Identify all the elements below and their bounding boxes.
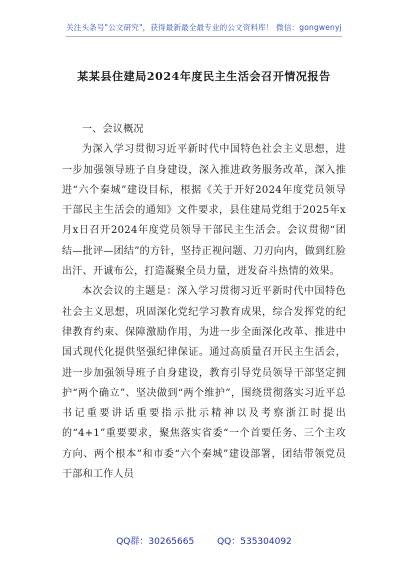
header-banner <box>0 22 408 33</box>
paragraph-1: 为深入学习贯彻习近平新时代中国特色社会主义思想，进一步加强领导班子自身建设，深入推进政务服务改革，深入推进“六个秦城”建设目标，根据《关于开好2024年度党员领导干部民主生活会的通知》文件要求，县住建局党组于2025年x月x日召开2024年度党员领导干部民主生活会。会议贯彻“团结—批评—团结”的方针，坚持正视问题、刀刃向内，做到红脸出汗、开诚布公，打造凝聚全员力量，迸发奋斗热情的效果。 <box>62 144 346 278</box>
footer-qq: QQ：535304092 <box>217 537 292 547</box>
header-banner-text: 关注头条号"公文研究"，获得最新最全最专业的公文资料库！ 微信：gongwenyj <box>66 23 342 32</box>
section-heading: 一、会议概况 <box>82 124 144 135</box>
document-body <box>62 120 346 485</box>
document-title: 某某县住建局2024年度民主生活会召开情况报告 <box>77 70 331 83</box>
paragraph-2: 本次会议的主题是：深入学习贯彻习近平新时代中国特色社会主义思想，巩固深化党纪学习教育成果，综合发挥党的纪律教育约束、保障激励作用，为进一步全面深化改革、推进中国式现代化提供坚强纪律保证。通过高质量召开民主生活会，进一步加强领导班子自身建设，教育引导党员领导干部坚定拥护“两个确立”、坚决做到“两个维护”，围绕贯彻落实习近平总书记重要讲话重要指示批示精神以及考察浙江时提出的“4+1”重要要求，聚焦落实省委“一个首要任务、三个主攻方向、两个根本”和市委“六个秦城”建设部署，团结带领党员干部和工作人员 <box>62 286 346 481</box>
header-divider <box>66 36 342 37</box>
footer-qq-group: QQ群：30265665 <box>116 537 195 547</box>
footer-contact <box>0 534 408 547</box>
